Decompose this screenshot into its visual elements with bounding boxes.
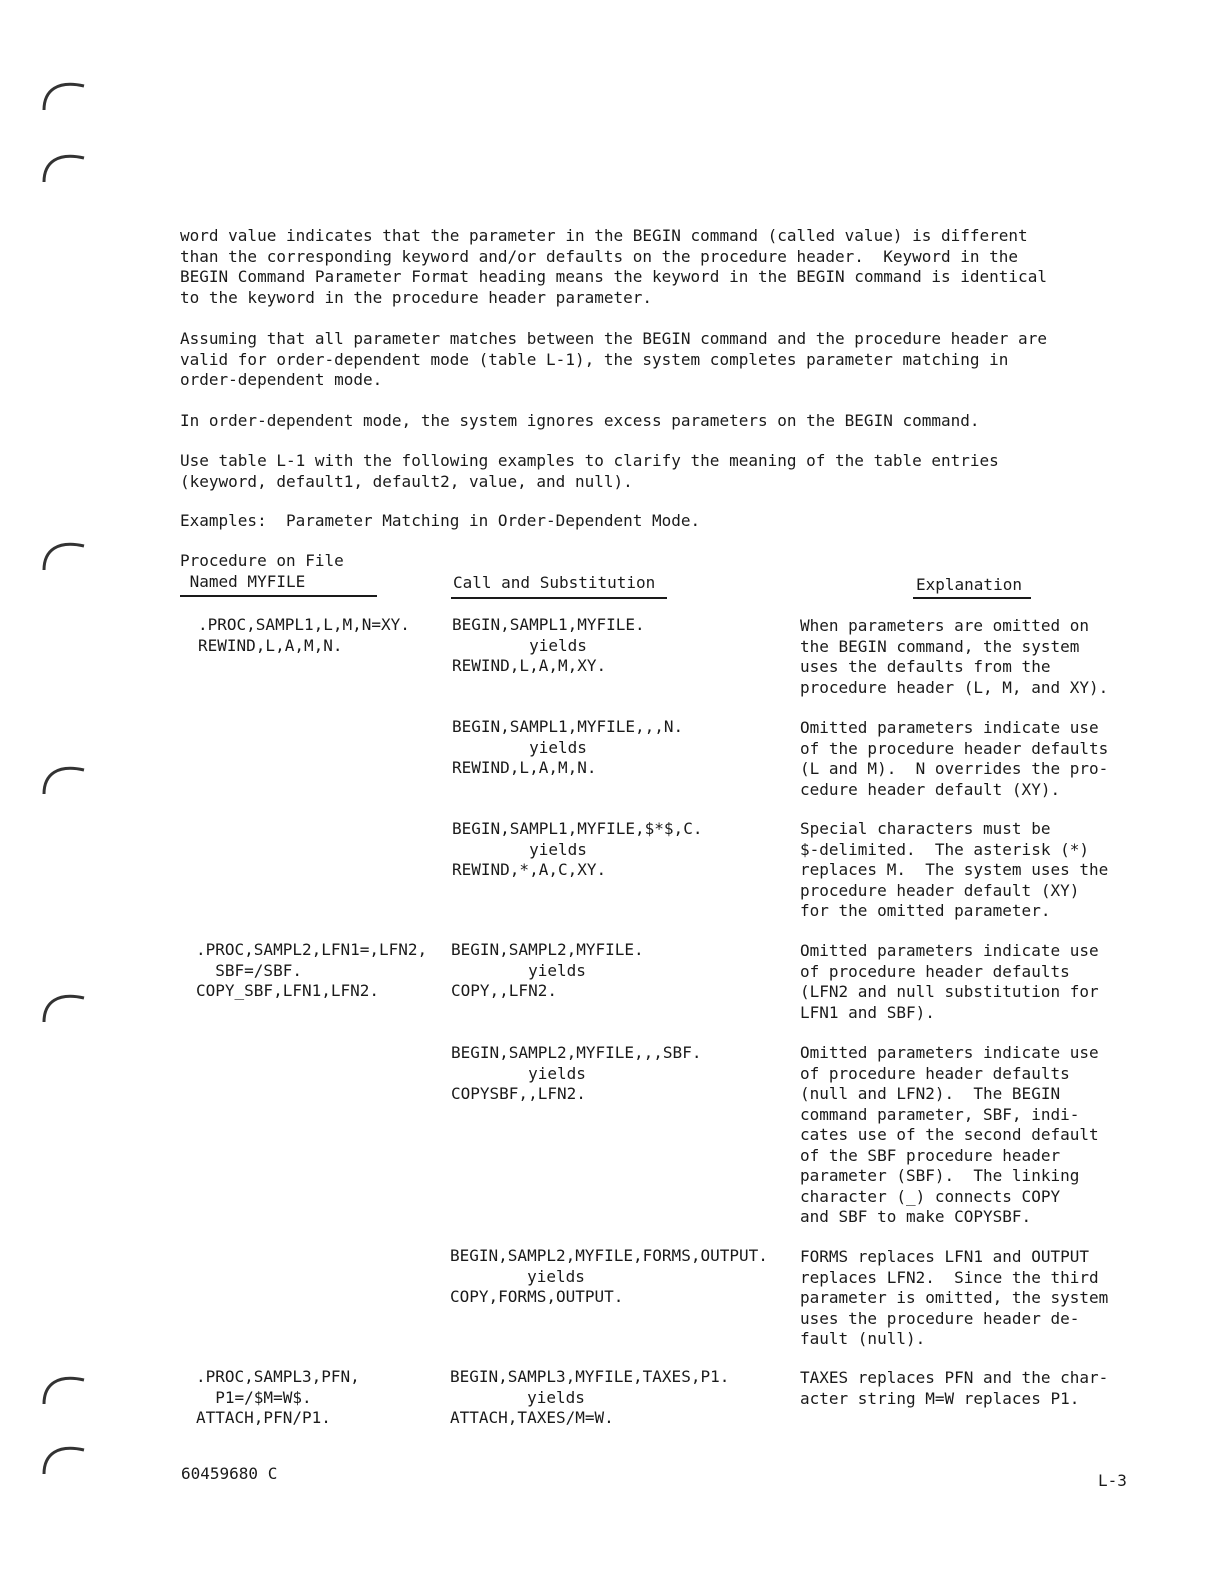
explanation-cell: Special characters must be $-delimited. The asterisk (*) replaces M. The system uses the procedure header default (XY) for the omitted parameter. [800, 819, 1109, 920]
paragraph-excess-parameters: In order-dependent mode, the system ignores excess parameters on the BEGIN command. [180, 411, 980, 430]
explanation-cell: TAXES replaces PFN and the char- acter string M=W replaces P1. [800, 1368, 1109, 1408]
procedure-cell: .PROC,SAMPL3,PFN, P1=/$M=W$. ATTACH,PFN/P1. [196, 1367, 360, 1427]
call-cell: BEGIN,SAMPL2,MYFILE,FORMS,OUTPUT. yields COPY,FORMS,OUTPUT. [450, 1246, 768, 1306]
explanation-cell: When parameters are omitted on the BEGIN command, the system uses the defaults from the procedure header (L, M, and XY). [800, 616, 1109, 697]
header-rule [451, 597, 667, 599]
paragraph-keyword-value: word value indicates that the parameter in the BEGIN command (called value) is different than the corresponding keyword and/or defaults on the procedure header. Keyword in the BEGIN Command Parameter Format heading means the keyword in the BEGIN command is identical to the keyword in the procedure header parameter. [180, 226, 1047, 307]
binder-hole-icon [40, 988, 86, 1024]
call-cell: BEGIN,SAMPL2,MYFILE. yields COPY,,LFN2. [451, 940, 644, 1000]
header-rule [180, 595, 377, 597]
call-cell: BEGIN,SAMPL1,MYFILE,$*$,C. yields REWIND,*,A,C,XY. [452, 819, 703, 879]
header-rule [913, 597, 1031, 599]
page-number: L-3 [1098, 1471, 1127, 1490]
binder-hole-icon [40, 1370, 86, 1406]
paragraph-table-usage: Use table L-1 with the following examples to clarify the meaning of the table entries (keyword, default1, default2, value, and null). [180, 451, 999, 491]
explanation-cell: Omitted parameters indicate use of procedure header defaults (LFN2 and null substitution for LFN1 and SBF). [800, 941, 1099, 1022]
call-cell: BEGIN,SAMPL1,MYFILE. yields REWIND,L,A,M,XY. [452, 615, 645, 675]
binder-hole-icon [40, 148, 86, 184]
explanation-cell: Omitted parameters indicate use of procedure header defaults (null and LFN2). The BEGIN command parameter, SBF, indi- cates use of the second default of the SBF procedure header parameter (SBF). The linking character (_) connects COPY and SBF to make COPYSBF. [800, 1043, 1099, 1226]
procedure-cell: .PROC,SAMPL2,LFN1=,LFN2, SBF=/SBF. COPY_SBF,LFN1,LFN2. [196, 940, 428, 1000]
column-header-call: Call and Substitution [453, 573, 656, 592]
procedure-cell: .PROC,SAMPL1,L,M,N=XY. REWIND,L,A,M,N. [198, 615, 410, 655]
call-cell: BEGIN,SAMPL3,MYFILE,TAXES,P1. yields ATTACH,TAXES/M=W. [450, 1367, 730, 1427]
call-cell: BEGIN,SAMPL1,MYFILE,,,N. yields REWIND,L,A,M,N. [452, 717, 684, 777]
binder-hole-icon [40, 1440, 86, 1476]
column-header-explanation: Explanation [916, 575, 1022, 594]
explanation-cell: Omitted parameters indicate use of the procedure header defaults (L and M). N overrides the pro- cedure header default (XY). [800, 718, 1109, 799]
paragraph-order-dependent: Assuming that all parameter matches between the BEGIN command and the procedure header are valid for order-dependent mode (table L-1), the system completes parameter matching in order-dependent mode. [180, 329, 1047, 389]
binder-hole-icon [40, 76, 86, 112]
explanation-cell: FORMS replaces LFN1 and OUTPUT replaces LFN2. Since the third parameter is omitted, the system uses the procedure header de- fault (null). [800, 1247, 1109, 1348]
call-cell: BEGIN,SAMPL2,MYFILE,,,SBF. yields COPYSBF,,LFN2. [451, 1043, 702, 1103]
binder-hole-icon [40, 536, 86, 572]
document-number: 60459680 C [181, 1464, 278, 1483]
binder-hole-icon [40, 760, 86, 796]
column-header-procedure: Procedure on File Named MYFILE [180, 551, 344, 591]
examples-heading: Examples: Parameter Matching in Order-Dependent Mode. [180, 511, 701, 530]
